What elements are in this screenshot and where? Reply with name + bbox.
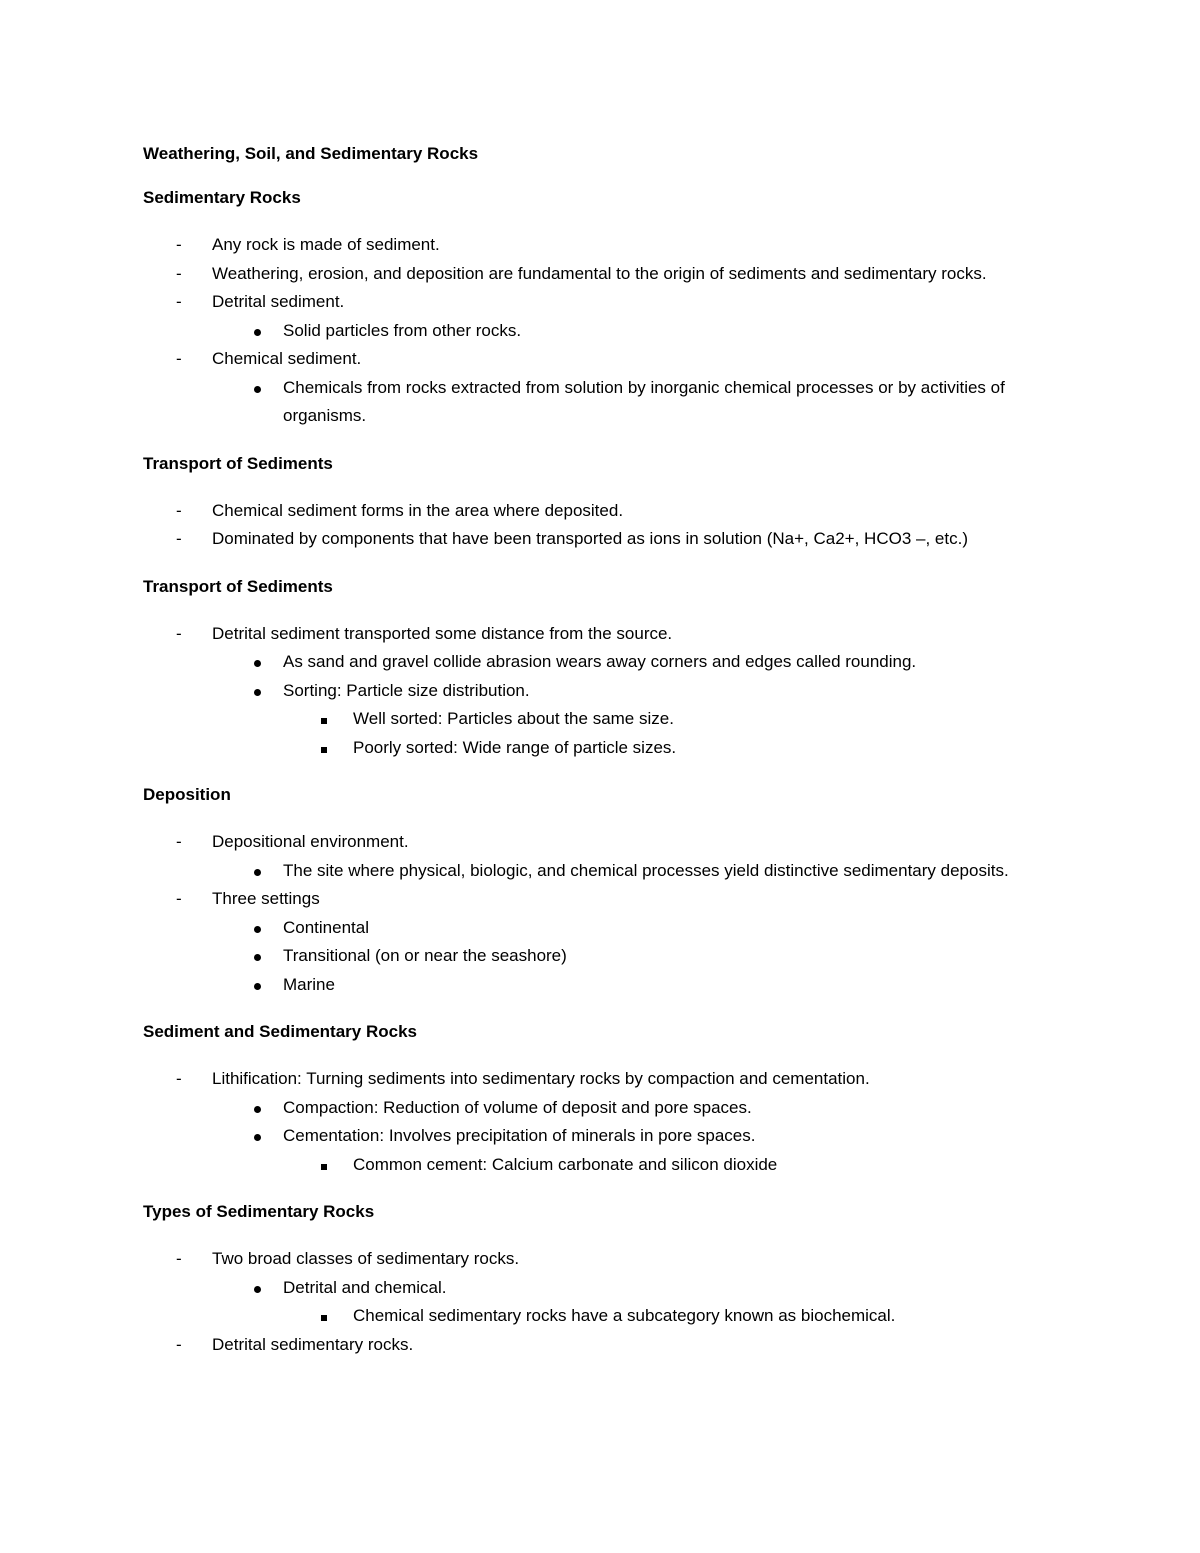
list-item xyxy=(143,677,1043,706)
list-item xyxy=(143,942,1043,971)
section xyxy=(143,1201,1043,1359)
list-item xyxy=(143,1151,1043,1180)
list-item xyxy=(143,1065,1043,1094)
list-item-text: Chemical sediment. xyxy=(212,349,362,368)
list-item xyxy=(143,734,1043,763)
list-item-text: The site where physical, biologic, and chemical processes yield distinctive sedimentary deposits. xyxy=(283,860,1009,880)
bullet-dot-icon xyxy=(254,1274,274,1303)
section xyxy=(143,187,1043,431)
dash-marker: - xyxy=(176,349,182,368)
list-item-text: Marine xyxy=(283,974,335,994)
bullet-list xyxy=(143,828,1043,999)
bullet-list xyxy=(143,231,1043,431)
list-item-text: Detrital and chemical. xyxy=(283,1277,447,1297)
bullet-list xyxy=(143,497,1043,554)
list-item-text: Sorting: Particle size distribution. xyxy=(283,680,530,700)
bullet-dot-icon xyxy=(254,857,274,886)
list-item-text: Chemicals from rocks extracted from solution by inorganic chemical processes or by activities of organisms. xyxy=(283,377,1005,425)
list-item-text: Lithification: Turning sediments into sedimentary rocks by compaction and cementation. xyxy=(212,1069,870,1088)
dash-marker: - xyxy=(176,263,182,283)
list-item xyxy=(143,971,1043,1000)
list-item xyxy=(143,525,1043,554)
list-item-text: Transitional (on or near the seashore) xyxy=(283,946,567,965)
document-page xyxy=(143,143,1043,1359)
list-item-text: Cementation: Involves precipitation of minerals in pore spaces. xyxy=(283,1126,756,1145)
list-item-text: Well sorted: Particles about the same size. xyxy=(353,709,674,728)
section-heading: Sediment and Sedimentary Rocks xyxy=(143,1022,417,1041)
list-item-text: Common cement: Calcium carbonate and silicon dioxide xyxy=(353,1154,778,1174)
bullet-dot-icon xyxy=(254,374,274,403)
list-item xyxy=(143,620,1043,649)
dash-marker: - xyxy=(176,832,182,851)
section xyxy=(143,784,1043,999)
bullet-dot-icon xyxy=(254,942,274,971)
section-heading: Transport of Sediments xyxy=(143,453,333,473)
section-heading: Deposition xyxy=(143,785,231,804)
list-item-text: Detrital sediment transported some distance from the source. xyxy=(212,623,673,643)
list-item-text: Three settings xyxy=(212,889,320,908)
list-item xyxy=(143,231,1043,260)
list-item xyxy=(143,260,1043,289)
list-item xyxy=(143,1274,1043,1303)
bullet-square-icon xyxy=(321,1151,341,1180)
list-item xyxy=(143,1122,1043,1151)
bullet-dot-icon xyxy=(254,971,274,1000)
bullet-list xyxy=(143,1065,1043,1179)
dash-marker: - xyxy=(176,623,182,643)
dash-marker: - xyxy=(176,889,182,908)
list-item xyxy=(143,1245,1043,1274)
list-item-text: Chemical sediment forms in the area where deposited. xyxy=(212,500,624,520)
dash-marker: - xyxy=(176,292,182,311)
bullet-list xyxy=(143,1245,1043,1359)
section-heading: Transport of Sediments xyxy=(143,576,333,596)
bullet-square-icon xyxy=(321,1302,341,1331)
dash-marker: - xyxy=(176,235,182,254)
list-item xyxy=(143,1094,1043,1123)
dash-marker: - xyxy=(176,1249,182,1268)
bullet-dot-icon xyxy=(254,914,274,943)
list-item xyxy=(143,828,1043,857)
document-body xyxy=(143,187,1043,1359)
list-item xyxy=(143,345,1043,374)
list-item-text: Compaction: Reduction of volume of deposit and pore spaces. xyxy=(283,1097,752,1117)
list-item xyxy=(143,374,1043,431)
list-item-text: Dominated by components that have been transported as ions in solution (Na+, Ca2+, HCO3 –, etc.) xyxy=(212,529,968,548)
list-item-text: Continental xyxy=(283,917,370,937)
bullet-dot-icon xyxy=(254,1094,274,1123)
list-item xyxy=(143,705,1043,734)
list-item xyxy=(143,1331,1043,1360)
list-item xyxy=(143,497,1043,526)
list-item-text: Solid particles from other rocks. xyxy=(283,320,522,340)
section xyxy=(143,453,1043,554)
bullet-dot-icon xyxy=(254,1122,274,1151)
bullet-dot-icon xyxy=(254,317,274,346)
dash-marker: - xyxy=(176,1334,182,1354)
list-item-text: Poorly sorted: Wide range of particle sizes. xyxy=(353,737,677,757)
list-item xyxy=(143,914,1043,943)
bullet-square-icon xyxy=(321,705,341,734)
list-item-text: Weathering, erosion, and deposition are fundamental to the origin of sediments and sedimentary rocks. xyxy=(212,263,987,283)
list-item xyxy=(143,885,1043,914)
bullet-dot-icon xyxy=(254,677,274,706)
list-item-text: Two broad classes of sedimentary rocks. xyxy=(212,1249,520,1268)
list-item xyxy=(143,1302,1043,1331)
list-item xyxy=(143,648,1043,677)
section-heading: Types of Sedimentary Rocks xyxy=(143,1202,375,1221)
section xyxy=(143,1021,1043,1179)
list-item-text: Any rock is made of sediment. xyxy=(212,235,440,254)
dash-marker: - xyxy=(176,500,182,520)
dash-marker: - xyxy=(176,529,182,548)
list-item-text: Depositional environment. xyxy=(212,832,409,851)
dash-marker: - xyxy=(176,1069,182,1088)
bullet-square-icon xyxy=(321,734,341,763)
section xyxy=(143,576,1043,763)
list-item xyxy=(143,317,1043,346)
list-item-text: Detrital sedimentary rocks. xyxy=(212,1334,414,1354)
list-item xyxy=(143,288,1043,317)
list-item-text: Detrital sediment. xyxy=(212,292,345,311)
document-title: Weathering, Soil, and Sedimentary Rocks xyxy=(143,144,479,163)
bullet-list xyxy=(143,620,1043,763)
section-heading: Sedimentary Rocks xyxy=(143,188,301,207)
bullet-dot-icon xyxy=(254,648,274,677)
list-item-text: As sand and gravel collide abrasion wears away corners and edges called rounding. xyxy=(283,652,917,671)
list-item-text: Chemical sedimentary rocks have a subcategory known as biochemical. xyxy=(353,1306,896,1325)
list-item xyxy=(143,857,1043,886)
